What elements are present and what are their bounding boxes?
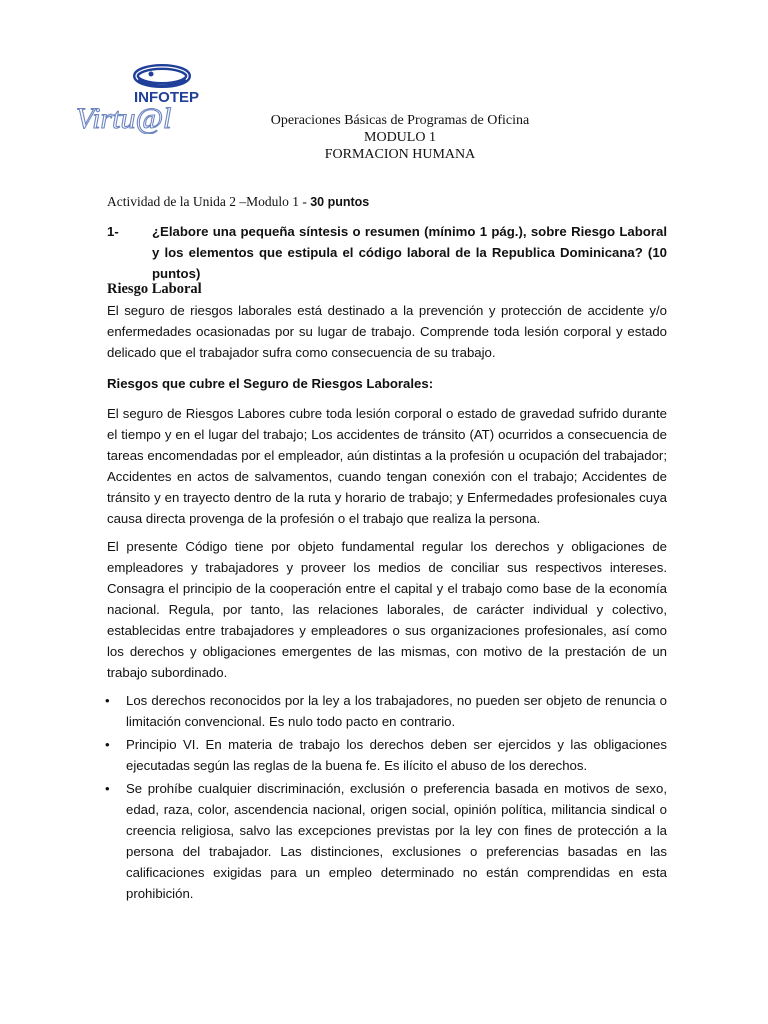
section-title: Riesgo Laboral — [107, 281, 202, 297]
question-item — [107, 221, 667, 284]
paragraph-heading: Riesgos que cubre el Seguro de Riesgos Laborales: — [107, 376, 434, 391]
subject-title: FORMACION HUMANA — [324, 147, 476, 162]
question-number: 1- — [107, 224, 119, 239]
activity-points: 30 puntos — [310, 195, 370, 209]
paragraph-intro: El seguro de riesgos laborales está destinado a la prevención y protección de accidente y/o enfermedades ocasionadas por su lugar de trabajo. Comprende toda lesión corporal y estado delicado que el trabajador sufra como consecuencia de su trabajo. — [107, 303, 667, 360]
svg-text:Virtu@l: Virtu@l — [76, 102, 172, 134]
bullet-icon: • — [105, 781, 110, 796]
svg-text:INFOTEP: INFOTEP — [134, 89, 200, 106]
paragraph-coverage: El seguro de Riesgos Labores cubre toda lesión corporal o estado de gravedad sufrido durante el tiempo y en el lugar del trabajo; Los accidentes de tránsito (AT) ocurridos a consecuencia de tareas encomendadas por el empleador, aún distintas a la profesión u ocupación del trabajador; Accidentes en actos de salvamentos, cuando tengan conexión con el trabajo; Accidentes de tránsito y en trayecto dentro de la ruta y horario de trabajo; y Enfermedades profesionales cuya causa directa provenga de la profesión o el trabajo que realiza la persona. — [107, 406, 667, 526]
paragraph-codigo: El presente Código tiene por objeto fundamental regular los derechos y obligaciones de empleadores y trabajadores y proveer los medios de conciliar sus respectivos intereses. Consagra el principio de la cooperación entre el capital y el trabajo como base de la economía nacional. Regula, por tanto, las relaciones laborales, de carácter individual y colectivo, establecidas entre trabajadores y empleadores o sus organizaciones profesionales, así como los derechos y obligaciones emergentes de las mismas, con motivo de la prestación de un trabajo subordinado. — [107, 539, 667, 680]
document-header — [0, 112, 768, 163]
bullet-icon: • — [105, 737, 110, 752]
bullet-icon: • — [105, 693, 110, 708]
list-item — [107, 778, 667, 904]
bullet-text: Principio VI. En materia de trabajo los derechos deben ser ejercidos y las obligaciones ejecutadas según las reglas de la buena fe. Es ilícito el abuso de los derechos. — [126, 737, 667, 773]
question-text: ¿Elabore una pequeña síntesis o resumen (mínimo 1 pág.), sobre Riesgo Laboral y los elementos que estipula el código laboral de la Republica Dominicana? (10 puntos) — [152, 224, 667, 281]
module-title: MODULO 1 — [364, 130, 436, 145]
list-item — [107, 690, 667, 732]
bullet-text: Se prohíbe cualquier discriminación, exclusión o preferencia basada en motivos de sexo, edad, raza, color, ascendencia nacional, origen social, opinión política, militancia sindical o creencia religiosa, salvo las excepciones previstas por la ley con fines de protección a la persona del trabajador. Las distinciones, exclusiones o preferencias basadas en las calificaciones exigidas para un empleo determinado no están comprendidas en esta prohibición. — [126, 781, 667, 901]
activity-text: Actividad de la Unida 2 –Modulo 1 - — [107, 194, 311, 209]
list-item — [107, 734, 667, 776]
activity-line — [107, 194, 369, 210]
bullet-list — [107, 690, 667, 906]
bullet-text: Los derechos reconocidos por la ley a los trabajadores, no pueden ser objeto de renuncia o limitación convencional. Es nulo todo pacto en contrario. — [126, 693, 667, 729]
course-title: Operaciones Básicas de Programas de Oficina — [270, 113, 530, 128]
